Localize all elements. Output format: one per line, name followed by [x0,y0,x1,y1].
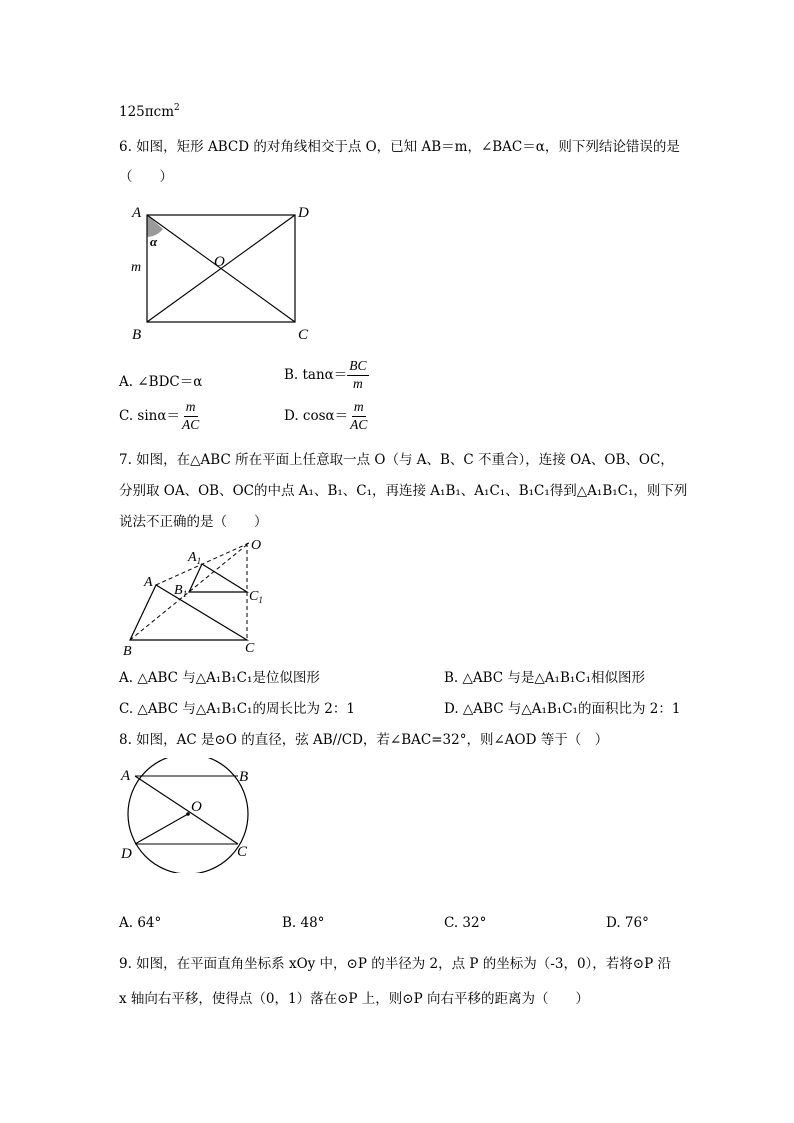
q8-option-c[interactable]: C. 32° [444,915,487,931]
label-c: C [298,327,309,343]
q8-option-b[interactable]: B. 48° [282,915,325,931]
q8-stem-line1: 8. 如图，AC 是⊙O 的直径，弦 AB//CD，若∠BAC=32°，则∠AOD 等于（ ） [119,732,609,748]
label-m: m [131,260,142,275]
segment-od [135,814,188,844]
q7-stem-line1: 7. 如图，在△ABC 所在平面上任意取一点 O（与 A、B、C 不重合），连接 OA、OB、OC， [119,452,674,468]
label-a: A [144,575,153,590]
q8-option-a[interactable]: A. 64° [119,915,162,931]
diameter-ac [135,776,238,844]
label-c1: $C_1$ [249,589,263,605]
label-d: D [298,205,309,221]
q7-stem-line2: 分别取 OA、OB、OC的中点 A₁、B₁、C₁，再连接 A₁B₁、A₁C₁、B₁C₁得到△A₁B₁C₁，则下列 [119,483,688,499]
q6-option-b[interactable]: B. tanα＝ $\frac{BC}{m}$ [284,358,367,391]
q7-stem-line3: 说法不正确的是（ ） [119,514,268,530]
q7-option-d[interactable]: D. △ABC 与△A₁B₁C₁的面积比为 2：1 [444,701,681,717]
label-b: B [132,327,142,343]
label-b1: $B_1$ [174,583,188,599]
label-c: C [237,844,248,860]
triangle-abc [130,585,247,640]
q8-option-d[interactable]: D. 76° [606,915,649,931]
q6-rectangle-figure [125,200,325,345]
label-b: B [239,769,249,785]
label-c: C [245,641,255,656]
q7-option-c[interactable]: C. △ABC 与△A₁B₁C₁的周长比为 2：1 [119,701,355,717]
label-o: O [214,254,225,270]
label-o: O [251,538,262,553]
label-a1: $A_1$ [188,550,202,566]
label-alpha: α [150,234,158,249]
q7-option-a[interactable]: A. △ABC 与△A₁B₁C₁是位似图形 [119,670,320,686]
q6-option-a[interactable]: A. ∠BDC＝α [119,374,203,390]
q7-homothety-figure [118,533,278,658]
q6-stem-line1: 6. 如图，矩形 ABCD 的对角线相交于点 O，已知 AB＝m，∠BAC＝α，则下列结论错误的是 [119,139,680,155]
q6-stem-line2: （ ） [119,169,173,185]
q6-option-d[interactable]: D. cosα＝ $\frac{m}{AC}$ [284,399,368,432]
previous-answer: 125πcm$^2$ [119,103,180,120]
label-d: D [121,846,132,862]
q6-option-c[interactable]: C. sinα＝ $\frac{m}{AC}$ [119,399,200,432]
label-o: O [191,799,202,815]
label-a: A [121,768,131,784]
center-point [186,812,190,816]
q8-circle-figure [118,758,268,873]
q7-option-b[interactable]: B. △ABC 与是△A₁B₁C₁相似图形 [444,670,646,686]
q9-stem-line2: x 轴向右平移，使得点（0，1）落在⊙P 上，则⊙P 向右平移的距离为（ ） [119,991,589,1007]
label-a: A [132,205,142,221]
q9-stem-line1: 9. 如图，在平面直角坐标系 xOy 中，⊙P 的半径为 2，点 P 的坐标为（-3，0），若将⊙P 沿 [119,956,671,972]
label-b: B [123,644,132,658]
